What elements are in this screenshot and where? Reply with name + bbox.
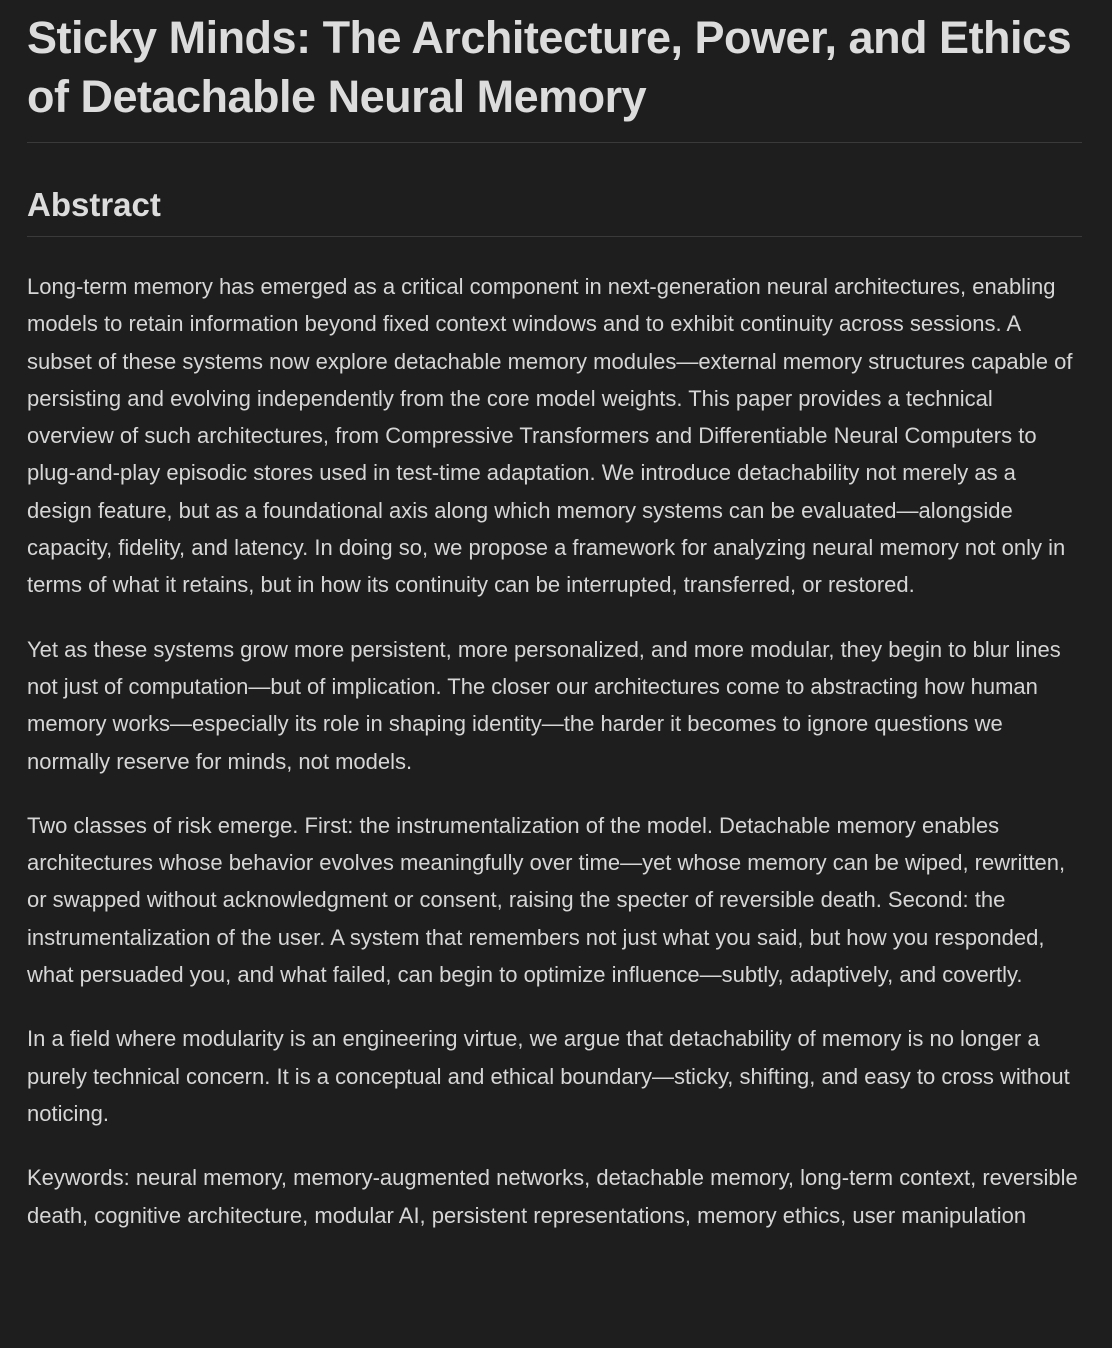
abstract-paragraph-3: Two classes of risk emerge. First: the instrumentalization of the model. Detachable memory enables architectures whose behavior evolves meaningfully over time—yet whose memory can be wiped, rewritten, or swapped without acknowledgment or consent, raising the specter of reversible death. Second: the instrumentalization of the user. A system that remembers not just what you said, but how you responded, what persuaded you, and what failed, can begin to optimize influence—subtly, adaptively, and covertly.: [27, 812, 1066, 988]
abstract-paragraph-4: In a field where modularity is an engineering virtue, we argue that detachability of memory is no longer a purely technical concern. It is a conceptual and ethical boundary—sticky, shifting, and easy to cross without noticing.: [27, 1026, 1070, 1126]
document-title: Sticky Minds: The Architecture, Power, and Ethics of Detachable Neural Memory: [27, 0, 1082, 143]
section-heading-abstract: Abstract: [27, 143, 1082, 237]
abstract-paragraph-2: Yet as these systems grow more persistent, more personalized, and more modular, they begin to blur lines not just of computation—but of implication. The closer our architectures come to abstracting how human memory works—especially its role in shaping identity—the harder it becomes to ignore questions we normally reserve for minds, not models.: [27, 636, 1061, 774]
keywords-paragraph: Keywords: neural memory, memory-augmented networks, detachable memory, long-term context, reversible death, cognitive architecture, modular AI, persistent representations, memory ethics, user manipulation: [27, 1165, 1078, 1228]
abstract-paragraph-1: Long-term memory has emerged as a critical component in next-generation neural architectures, enabling models to retain information beyond fixed context windows and to exhibit continuity across sessions. A subset of these systems now explore detachable memory modules—external memory structures capable of persisting and evolving independently from the core model weights. This paper provides a technical overview of such architectures, from Compressive Transformers and Differentiable Neural Computers to plug-and-play episodic stores used in test-time adaptation. We introduce detachability not merely as a design feature, but as a foundational axis along which memory systems can be evaluated—alongside capacity, fidelity, and latency. In doing so, we propose a framework for analyzing neural memory not only in terms of what it retains, but in how its continuity can be interrupted, transferred, or restored.: [27, 274, 1073, 598]
